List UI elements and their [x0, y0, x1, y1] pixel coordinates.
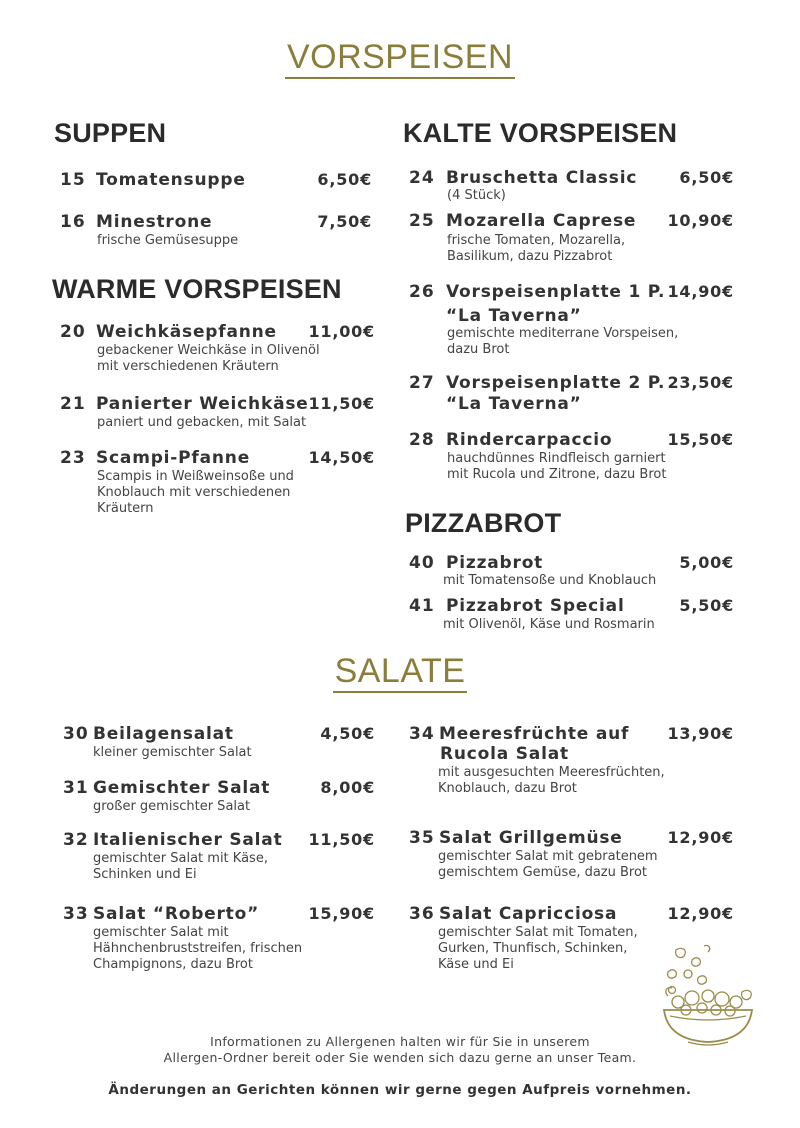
item-name-line2: “La Taverna”: [446, 394, 582, 414]
salad-bowl-icon: [658, 944, 758, 1048]
item-number: 28: [409, 430, 435, 450]
item-price: 10,90€: [667, 211, 734, 230]
item-description: gemischter Salat mit Hähnchenbruststreifen, frischen Champignons, dazu Brot: [93, 925, 303, 972]
item-name: Minestrone: [96, 212, 213, 232]
item-name: Beilagensalat: [93, 724, 234, 744]
item-number: 25: [409, 211, 435, 231]
item-price: 13,90€: [667, 724, 734, 743]
item-description: gemischter Salat mit Tomaten, Gurken, Thunfisch, Schinken, Käse und Ei: [438, 925, 638, 972]
item-name-line2: “La Taverna”: [446, 306, 582, 326]
item-name: Salat “Roberto”: [93, 904, 260, 924]
menu-item: [409, 828, 734, 884]
menu-item: [409, 596, 734, 636]
item-name: Scampi-Pfanne: [96, 448, 251, 468]
item-description: gemischter Salat mit Käse, Schinken und Ei: [93, 851, 268, 882]
item-number: 31: [63, 778, 89, 798]
item-name: Pizzabrot: [446, 553, 544, 573]
item-name: Vorspeisenplatte 1 P.: [446, 282, 666, 302]
allergen-info: Informationen zu Allergenen halten wir für Sie in unserem Allergen-Ordner bereit oder Sie wenden sich dazu gerne an unser Team.: [163, 1034, 637, 1065]
item-number: 35: [409, 828, 435, 848]
menu-item: [409, 168, 734, 208]
item-description: paniert und gebacken, mit Salat: [97, 415, 307, 430]
item-description: frische Gemüsesuppe: [97, 233, 239, 248]
item-description: Scampis in Weißweinsoße und Knoblauch mit verschiedenen Kräutern: [97, 469, 294, 516]
item-price: 11,50€: [308, 830, 375, 849]
item-name: Tomatensuppe: [96, 170, 246, 190]
item-price: 5,50€: [679, 596, 734, 615]
item-price: 11,50€: [308, 394, 375, 413]
item-price: 12,90€: [667, 828, 734, 847]
item-description: gemischte mediterrane Vorspeisen, dazu Brot: [447, 326, 679, 357]
item-price: 8,00€: [320, 778, 375, 797]
item-number: 41: [409, 596, 435, 616]
item-description: (4 Stück): [447, 188, 506, 203]
category-warme-vorspeisen: WARME VORSPEISEN: [52, 274, 342, 304]
item-description: mit Olivenöl, Käse und Rosmarin: [443, 617, 655, 632]
menu-item: [63, 904, 375, 976]
item-name: Meeresfrüchte auf: [439, 724, 630, 744]
item-name: Weichkäsepfanne: [96, 322, 277, 342]
item-price: 7,50€: [317, 212, 372, 231]
item-price: 4,50€: [320, 724, 375, 743]
item-number: 23: [60, 448, 86, 468]
menu-item: [409, 430, 734, 486]
item-number: 33: [63, 904, 89, 924]
item-number: 16: [60, 212, 86, 232]
item-name: Panierter Weichkäse: [96, 394, 309, 414]
item-price: 5,00€: [679, 553, 734, 572]
item-number: 34: [409, 724, 435, 744]
item-description: mit Tomatensoße und Knoblauch: [443, 573, 657, 588]
item-name: Vorspeisenplatte 2 P.: [446, 373, 666, 393]
change-note: Änderungen an Gerichten können wir gerne gegen Aufpreis vornehmen.: [108, 1082, 692, 1098]
section-title-salate: SALATE: [0, 652, 800, 691]
category-pizzabrot: PIZZABROT: [405, 508, 562, 538]
item-price: 15,90€: [308, 904, 375, 923]
item-name: Salat Grillgemüse: [439, 828, 623, 848]
menu-item: [60, 212, 372, 252]
item-name: Rindercarpaccio: [446, 430, 613, 450]
item-name: Salat Capricciosa: [439, 904, 618, 924]
menu-item: [409, 282, 734, 358]
item-price: 6,50€: [317, 170, 372, 189]
item-price: 6,50€: [679, 168, 734, 187]
item-price: 23,50€: [667, 373, 734, 392]
item-price: 14,50€: [308, 448, 375, 467]
item-description: hauchdünnes Rindfleisch garniert mit Rucola und Zitrone, dazu Brot: [447, 451, 667, 482]
item-number: 24: [409, 168, 435, 188]
category-kalte-vorspeisen: KALTE VORSPEISEN: [403, 118, 678, 148]
menu-item: [63, 778, 375, 818]
item-description: kleiner gemischter Salat: [93, 745, 252, 760]
item-name: Pizzabrot Special: [446, 596, 625, 616]
menu-item: [409, 553, 734, 593]
item-description: großer gemischter Salat: [93, 799, 251, 814]
item-number: 36: [409, 904, 435, 924]
item-price: 11,00€: [308, 322, 375, 341]
item-name: Mozarella Caprese: [446, 211, 637, 231]
item-number: 21: [60, 394, 86, 414]
menu-item: [409, 724, 734, 800]
item-number: 27: [409, 373, 435, 393]
item-price: 14,90€: [667, 282, 734, 301]
item-price: 15,50€: [667, 430, 734, 449]
item-number: 30: [63, 724, 89, 744]
item-name-line2: Rucola Salat: [440, 744, 569, 764]
item-description: gebackener Weichkäse in Olivenöl mit verschiedenen Kräutern: [97, 343, 320, 374]
item-number: 32: [63, 830, 89, 850]
menu-item: [60, 394, 375, 434]
item-price: 12,90€: [667, 904, 734, 923]
menu-item: [409, 211, 734, 267]
menu-item: [60, 448, 375, 520]
item-number: 40: [409, 553, 435, 573]
category-suppen: SUPPEN: [54, 118, 167, 148]
item-description: frische Tomaten, Mozarella, Basilikum, dazu Pizzabrot: [447, 233, 626, 264]
item-description: mit ausgesuchten Meeresfrüchten, Knoblauch, dazu Brot: [438, 765, 665, 796]
item-number: 20: [60, 322, 86, 342]
item-name: Gemischter Salat: [93, 778, 271, 798]
item-number: 26: [409, 282, 435, 302]
section-title-vorspeisen: VORSPEISEN: [0, 38, 800, 77]
menu-item: [60, 322, 375, 378]
item-description: gemischter Salat mit gebratenem gemischtem Gemüse, dazu Brot: [438, 849, 658, 880]
item-name: Bruschetta Classic: [446, 168, 638, 188]
menu-item: [409, 373, 734, 417]
menu-item: [63, 830, 375, 886]
item-number: 15: [60, 170, 86, 190]
menu-item: [60, 170, 372, 192]
menu-item: [63, 724, 375, 764]
item-name: Italienischer Salat: [93, 830, 283, 850]
